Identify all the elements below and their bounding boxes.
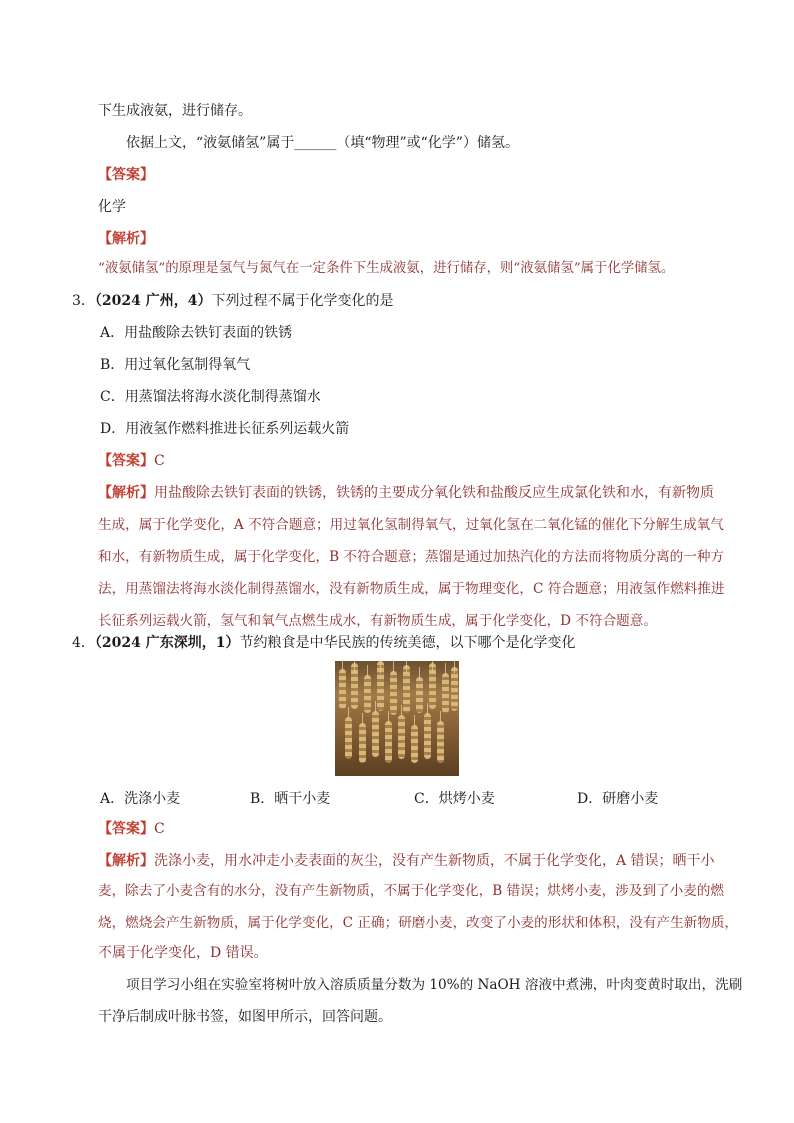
paragraph-line: 项目学习小组在实验室将树叶放入溶质质量分数为 10%的 NaOH 溶液中煮沸，叶肉变黄时取出，洗刷 xyxy=(126,977,743,993)
wheat-awn xyxy=(432,661,433,673)
wheat-awn xyxy=(427,703,428,715)
analysis-label: 【解析】 xyxy=(98,231,154,247)
wheat-awn xyxy=(342,661,343,673)
wheat-awn xyxy=(393,661,394,673)
wheat-ear xyxy=(364,675,371,713)
analysis-text: 不属于化学变化，D 错误。 xyxy=(98,945,268,961)
question-text: 下列过程不属于化学变化的是 xyxy=(211,293,394,309)
analysis-text: 生成，属于化学变化，A 不符合题意；用过氧化氢制得氧气，过氧化氢在二氧化锰的催化下分解生成氧气 xyxy=(98,517,724,533)
wheat-ear xyxy=(437,721,444,763)
analysis-text: “液氨储氢”的原理是氢气与氮气在一定条件下生成液氨，进行储存，则“液氨储氢”属于化学储氢。 xyxy=(98,261,675,276)
option-a: A．洗涤小麦 xyxy=(100,791,181,807)
question-source: （2024 广州，4） xyxy=(94,293,212,309)
option-a: A．用盐酸除去铁钉表面的铁锈 xyxy=(100,325,293,341)
option-c: C．用蒸馏法将海水淡化制得蒸馏水 xyxy=(100,389,321,405)
wheat-ear xyxy=(345,717,352,759)
wheat-ear xyxy=(398,715,405,759)
wheat-ear xyxy=(411,725,418,763)
wheat-ear xyxy=(339,669,346,709)
wheat-ear xyxy=(359,723,366,763)
wheat-awn xyxy=(401,705,402,717)
question-source: （2024 广东深圳，1） xyxy=(94,635,240,651)
analysis-text: 法，用蒸馏法将海水淡化制得蒸馏水，没有新物质生成，属于物理变化，C 符合题意；用液氢作燃料推进 xyxy=(98,581,725,597)
analysis-text: 麦，除去了小麦含有的水分，没有产生新物质，不属于化学变化，B 错误；烘烤小麦，涉及到了小麦的燃 xyxy=(98,883,725,899)
wheat-ear xyxy=(424,713,431,759)
answer-label: 【答案】 xyxy=(98,821,154,837)
wheat-ear xyxy=(442,673,449,713)
answer-label: 【答案】 xyxy=(98,167,154,183)
wheat-ear xyxy=(372,711,379,757)
question-number: 3． xyxy=(72,293,95,309)
question-text: 节约粮食是中华民族的传统美德，以下哪个是化学变化 xyxy=(239,635,576,651)
analysis-text: 和水，有新物质生成，属于化学变化，B 不符合题意；蒸馏是通过加热汽化的方法而将物质分离的一种方 xyxy=(98,549,725,565)
answer-text: C xyxy=(154,821,165,837)
option-d: D．研磨小麦 xyxy=(577,791,659,807)
analysis-text: 洗涤小麦，用水冲走小麦表面的灰尘，没有产生新物质，不属于化学变化，A 错误；晒干小 xyxy=(154,853,715,869)
analysis-text: 长征系列运载火箭，氢气和氧气点燃生成水，有新物质生成，属于化学变化，D 不符合题意。 xyxy=(98,613,657,629)
answer-text: 化学 xyxy=(98,199,126,215)
answer-row xyxy=(98,451,165,471)
wheat-awn xyxy=(419,667,420,679)
wheat-awn xyxy=(454,661,455,673)
answer-text: C xyxy=(154,453,165,469)
wheat-ear xyxy=(390,671,397,715)
question-3-stem xyxy=(72,291,394,311)
wheat-image xyxy=(335,661,459,776)
analysis-text: 烧，燃烧会产生新物质，属于化学变化，C 正确；研磨小麦，改变了小麦的形状和体积，没有产生新物质， xyxy=(98,915,739,931)
option-b: B．晒干小麦 xyxy=(250,791,331,807)
question-number: 4． xyxy=(72,635,95,651)
wheat-awn xyxy=(445,663,446,675)
fill-blank-question: 依据上文，“液氨储氢”属于______（填“物理”或“化学”）储氢。 xyxy=(126,135,519,151)
answer-row xyxy=(98,819,165,839)
wheat-awn xyxy=(440,711,441,723)
wheat-ear xyxy=(451,667,458,711)
wheat-awn xyxy=(388,711,389,723)
analysis-text: 用盐酸除去铁钉表面的铁锈，铁锈的主要成分氧化铁和盐酸反应生成氯化铁和水，有新物质 xyxy=(154,485,714,501)
option-c: C．烘烤小麦 xyxy=(414,791,495,807)
wheat-awn xyxy=(362,713,363,725)
paragraph-line: 干净后制成叶脉书签，如图甲所示，回答问题。 xyxy=(98,1009,392,1025)
option-b: B．用过氧化氢制得氧气 xyxy=(100,357,251,373)
wheat-awn xyxy=(414,715,415,727)
wheat-awn xyxy=(348,707,349,719)
wheat-awn xyxy=(375,701,376,713)
wheat-awn xyxy=(380,661,381,673)
wheat-awn xyxy=(354,661,355,673)
analysis-label: 【解析】 xyxy=(98,853,154,869)
paragraph-line: 下生成液氨，进行储存。 xyxy=(98,103,252,119)
answer-label: 【答案】 xyxy=(98,453,154,469)
option-d: D．用液氢作燃料推进长征系列运载火箭 xyxy=(100,421,350,437)
analysis-line xyxy=(98,483,714,503)
wheat-awn xyxy=(367,665,368,677)
question-4-stem xyxy=(72,633,576,653)
wheat-awn xyxy=(406,661,407,673)
wheat-ear xyxy=(385,721,392,763)
analysis-label: 【解析】 xyxy=(98,485,154,501)
analysis-line xyxy=(98,851,715,871)
wheat-ear xyxy=(416,677,423,713)
